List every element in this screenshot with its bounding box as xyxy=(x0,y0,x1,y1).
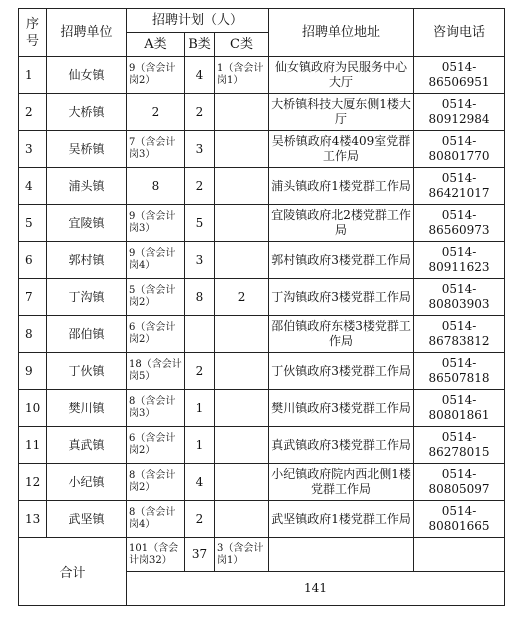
total-phone-empty xyxy=(414,538,505,572)
row-class-a: 6（含会计岗2） xyxy=(127,427,185,464)
row-address: 吴桥镇政府4楼409室党群工作局 xyxy=(269,131,414,168)
header-address: 招聘单位地址 xyxy=(269,9,414,57)
row-index: 1 xyxy=(19,57,47,94)
table-row xyxy=(19,57,505,94)
row-index: 8 xyxy=(19,316,47,353)
row-class-b: 3 xyxy=(185,131,215,168)
row-unit: 浦头镇 xyxy=(47,168,127,205)
header-class-a: A类 xyxy=(127,33,185,57)
row-class-a: 6（含会计岗2） xyxy=(127,316,185,353)
header-unit: 招聘单位 xyxy=(47,9,127,57)
row-index: 5 xyxy=(19,205,47,242)
row-address: 郭村镇政府3楼党群工作局 xyxy=(269,242,414,279)
recruitment-table xyxy=(18,8,505,606)
row-address: 宜陵镇政府北2楼党群工作局 xyxy=(269,205,414,242)
row-unit: 宜陵镇 xyxy=(47,205,127,242)
row-class-b: 5 xyxy=(185,205,215,242)
row-class-a: 8（含会计岗4） xyxy=(127,501,185,538)
row-class-c xyxy=(215,464,269,501)
table-row xyxy=(19,464,505,501)
row-class-a: 7（含会计岗3） xyxy=(127,131,185,168)
row-phone: 0514-80801861 xyxy=(414,390,505,427)
row-phone: 0514-86506951 xyxy=(414,57,505,94)
row-index: 11 xyxy=(19,427,47,464)
row-index: 4 xyxy=(19,168,47,205)
row-index: 6 xyxy=(19,242,47,279)
row-class-b: 4 xyxy=(185,57,215,94)
row-address: 浦头镇政府1楼党群工作局 xyxy=(269,168,414,205)
row-class-a: 9（含会计岗2） xyxy=(127,57,185,94)
row-address: 邵伯镇政府东楼3楼党群工作局 xyxy=(269,316,414,353)
grand-total: 141 xyxy=(127,572,505,606)
header-class-b: B类 xyxy=(185,33,215,57)
row-class-c xyxy=(215,205,269,242)
row-index: 13 xyxy=(19,501,47,538)
row-unit: 小纪镇 xyxy=(47,464,127,501)
row-unit: 郭村镇 xyxy=(47,242,127,279)
row-class-a: 2 xyxy=(127,94,185,131)
row-class-a: 9（含会计岗4） xyxy=(127,242,185,279)
table-row xyxy=(19,390,505,427)
row-class-b: 4 xyxy=(185,464,215,501)
row-unit: 吴桥镇 xyxy=(47,131,127,168)
table-row xyxy=(19,353,505,390)
row-class-a: 8（含会计岗3） xyxy=(127,390,185,427)
total-a: 101（含会计岗32） xyxy=(127,538,185,572)
row-phone: 0514-86507818 xyxy=(414,353,505,390)
total-b: 37 xyxy=(185,538,215,572)
row-phone: 0514-80912984 xyxy=(414,94,505,131)
row-unit: 邵伯镇 xyxy=(47,316,127,353)
row-class-c: 1（含会计岗1） xyxy=(215,57,269,94)
row-phone: 0514-80801770 xyxy=(414,131,505,168)
header-phone: 咨询电话 xyxy=(414,9,505,57)
row-unit: 仙女镇 xyxy=(47,57,127,94)
row-address: 丁伙镇政府3楼党群工作局 xyxy=(269,353,414,390)
row-class-a: 8（含会计岗2） xyxy=(127,464,185,501)
row-unit: 丁沟镇 xyxy=(47,279,127,316)
row-index: 2 xyxy=(19,94,47,131)
row-address: 仙女镇政府为民服务中心大厅 xyxy=(269,57,414,94)
table-row xyxy=(19,94,505,131)
total-address-empty xyxy=(269,538,414,572)
header-class-c: C类 xyxy=(215,33,269,57)
row-phone: 0514-80805097 xyxy=(414,464,505,501)
header-index: 序号 xyxy=(19,9,47,57)
row-class-c xyxy=(215,501,269,538)
row-phone: 0514-80803903 xyxy=(414,279,505,316)
table-row xyxy=(19,501,505,538)
row-class-b: 2 xyxy=(185,353,215,390)
row-index: 3 xyxy=(19,131,47,168)
row-unit: 丁伙镇 xyxy=(47,353,127,390)
row-class-c xyxy=(215,242,269,279)
table-row xyxy=(19,168,505,205)
row-class-c xyxy=(215,168,269,205)
table-row xyxy=(19,205,505,242)
total-label: 合计 xyxy=(19,538,127,606)
row-phone: 0514-80911623 xyxy=(414,242,505,279)
row-phone: 0514-86560973 xyxy=(414,205,505,242)
row-address: 樊川镇政府3楼党群工作局 xyxy=(269,390,414,427)
row-address: 大桥镇科技大厦东侧1楼大厅 xyxy=(269,94,414,131)
row-index: 7 xyxy=(19,279,47,316)
row-class-b: 2 xyxy=(185,168,215,205)
header-plan: 招聘计划（人） xyxy=(127,9,269,33)
row-class-b: 1 xyxy=(185,390,215,427)
row-phone: 0514-80801665 xyxy=(414,501,505,538)
row-index: 12 xyxy=(19,464,47,501)
row-index: 9 xyxy=(19,353,47,390)
row-index: 10 xyxy=(19,390,47,427)
row-phone: 0514-86421017 xyxy=(414,168,505,205)
row-address: 真武镇政府3楼党群工作局 xyxy=(269,427,414,464)
row-class-c xyxy=(215,131,269,168)
row-class-b: 1 xyxy=(185,427,215,464)
row-class-b: 8 xyxy=(185,279,215,316)
row-address: 小纪镇政府院内西北侧1楼党群工作局 xyxy=(269,464,414,501)
table-row xyxy=(19,279,505,316)
row-phone: 0514-86783812 xyxy=(414,316,505,353)
row-class-b xyxy=(185,316,215,353)
row-unit: 真武镇 xyxy=(47,427,127,464)
row-unit: 大桥镇 xyxy=(47,94,127,131)
row-address: 丁沟镇政府3楼党群工作局 xyxy=(269,279,414,316)
total-c: 3（含会计岗1） xyxy=(215,538,269,572)
row-class-a: 8 xyxy=(127,168,185,205)
row-class-a: 9（含会计岗3） xyxy=(127,205,185,242)
row-class-b: 2 xyxy=(185,501,215,538)
table-row xyxy=(19,427,505,464)
row-class-c: 2 xyxy=(215,279,269,316)
row-class-c xyxy=(215,390,269,427)
row-class-c xyxy=(215,94,269,131)
row-class-b: 2 xyxy=(185,94,215,131)
row-unit: 樊川镇 xyxy=(47,390,127,427)
row-class-c xyxy=(215,427,269,464)
table-row xyxy=(19,242,505,279)
row-unit: 武坚镇 xyxy=(47,501,127,538)
row-class-c xyxy=(215,353,269,390)
row-class-a: 5（含会计岗2） xyxy=(127,279,185,316)
row-class-a: 18（含会计岗5） xyxy=(127,353,185,390)
row-class-b: 3 xyxy=(185,242,215,279)
row-address: 武坚镇政府1楼党群工作局 xyxy=(269,501,414,538)
row-phone: 0514-86278015 xyxy=(414,427,505,464)
row-class-c xyxy=(215,316,269,353)
table-row xyxy=(19,131,505,168)
table-row xyxy=(19,316,505,353)
